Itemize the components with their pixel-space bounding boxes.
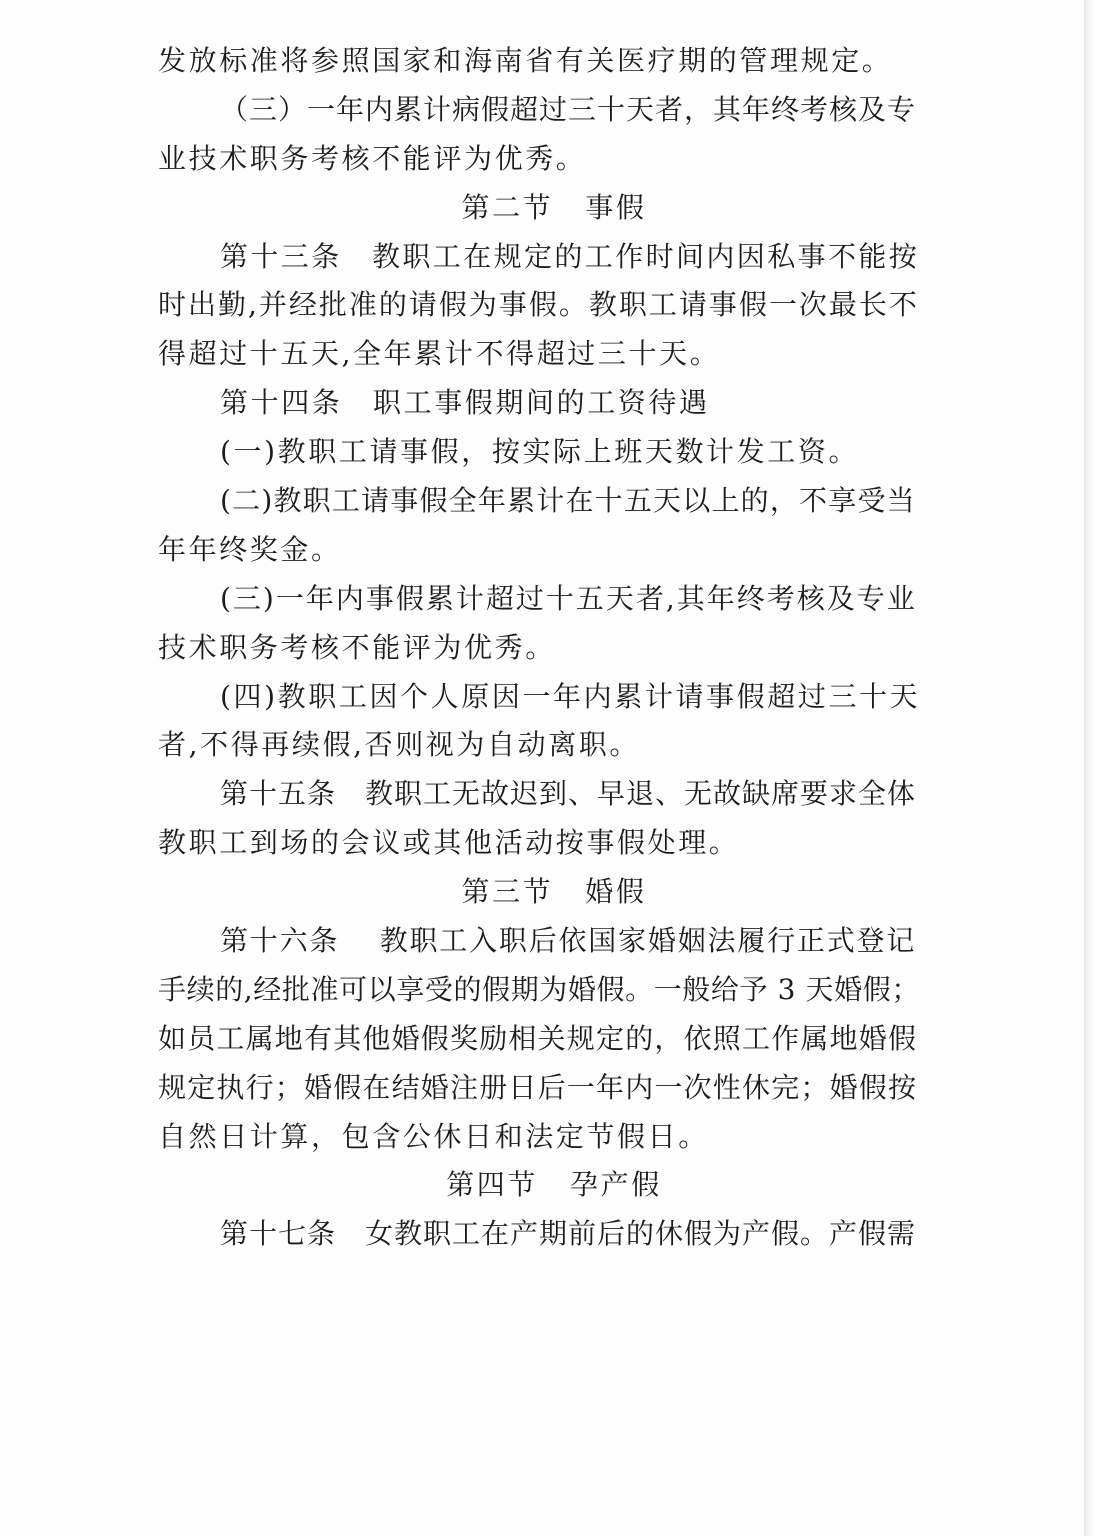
paragraph-line: （三）一年内累计病假超过三十天者，其年终考核及专: [220, 92, 917, 126]
paragraph-line: 第十六条 教职工入职后依国家婚姻法履行正式登记: [220, 924, 917, 958]
section-title: 婚假: [585, 875, 647, 909]
paragraph-line: (四)教职工因个人原因一年内累计请事假超过三十天: [220, 679, 921, 713]
section-number: 第四节: [446, 1168, 538, 1202]
paragraph-line: (三)一年内事假累计超过十五天者,其年终考核及专业: [220, 581, 917, 615]
section-heading: [158, 184, 920, 233]
paragraph-line: 时出勤,并经批准的请假为事假。教职工请事假一次最长不: [158, 288, 919, 322]
section-title: 孕产假: [570, 1168, 662, 1202]
paragraph-line: (一)教职工请事假，按实际上班天数计发工资。: [220, 435, 860, 469]
paragraph-line: 自然日计算，包含公休日和法定节假日。: [158, 1119, 709, 1153]
paragraph-line: 规定执行；婚假在结婚注册日后一年内一次性休完；婚假按: [158, 1070, 918, 1104]
paragraph-line: 第十七条 女教职工在产期前后的休假为产假。产假需: [220, 1217, 917, 1251]
scan-edge-shadow: [1084, 0, 1117, 1536]
paragraph-line: 业技术职务考核不能评为优秀。: [158, 141, 587, 175]
paragraph-line: 第十四条 职工事假期间的工资待遇: [220, 386, 710, 420]
paragraph-line: 者,不得再续假,否则视为自动离职。: [158, 728, 641, 762]
paragraph-line: 技术职务考核不能评为优秀。: [158, 630, 556, 664]
section-number: 第二节: [461, 190, 554, 224]
paragraph-line: 如员工属地有其他婚假奖励相关规定的，依照工作属地婚假: [158, 1021, 918, 1055]
paragraph-line: (二)教职工请事假全年累计在十五天以上的，不享受当: [220, 484, 916, 518]
paragraph-line: 发放标准将参照国家和海南省有关医疗期的管理规定。: [158, 44, 893, 77]
section-title: 事假: [585, 190, 647, 224]
document-body: [158, 37, 920, 1259]
paragraph-line: 第十三条 教职工在规定的工作时间内因私事不能按: [220, 239, 920, 273]
section-number: 第三节: [461, 875, 554, 909]
paragraph-line: 年年终奖金。: [158, 532, 342, 566]
paragraph-line: 得超过十五天,全年累计不得超过三十天。: [158, 337, 721, 371]
section-heading: [158, 1161, 920, 1210]
paragraph-line: 手续的,经批准可以享受的假期为婚假。一般给予 3 天婚假；: [158, 972, 920, 1006]
paragraph-line: 教职工到场的会议或其他活动按事假处理。: [158, 826, 740, 860]
paragraph-line: 第十五条 教职工无故迟到、早退、无故缺席要求全体: [220, 777, 917, 811]
section-heading: [158, 868, 920, 917]
